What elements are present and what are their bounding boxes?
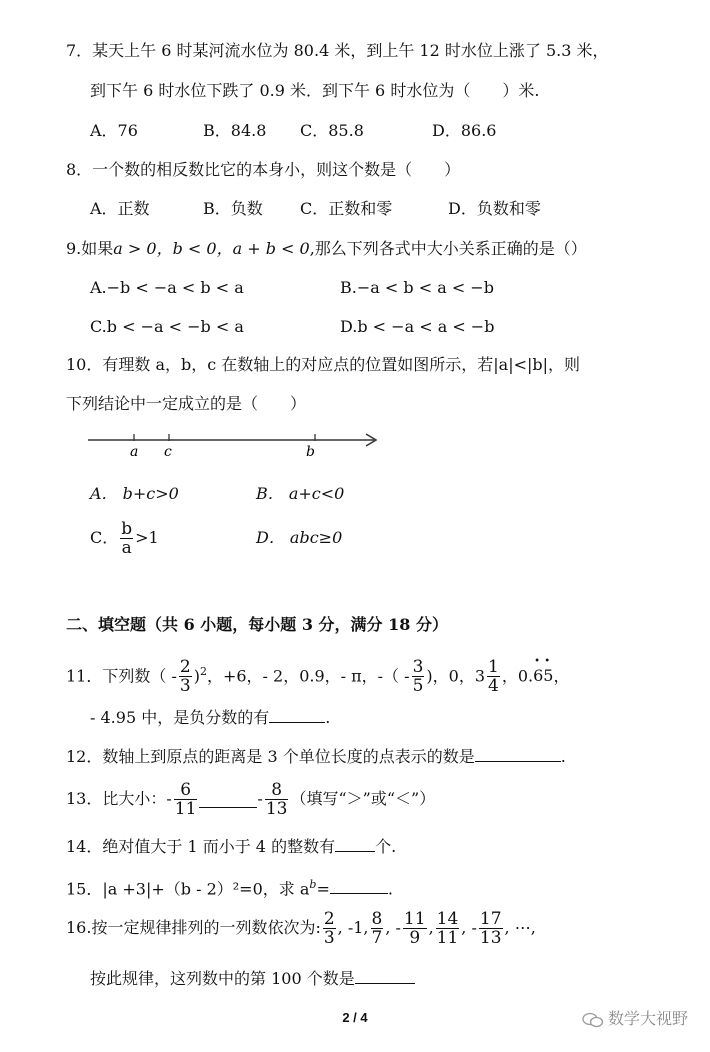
q12-end: . (560, 747, 566, 766)
q16-line2-text: 按此规律，这列数中的第 100 个数是 (90, 969, 355, 988)
fraction-numerator: 6 (180, 780, 192, 800)
q10-option-c-prefix: C． (90, 528, 119, 547)
q11-middle-3: ，0. (501, 666, 534, 686)
q11-fraction-3 (487, 658, 500, 695)
q16-prefix: 16.按一定规律排列的一列数依次为: (66, 918, 321, 937)
q9-stem-prefix: 9.如果 (66, 239, 114, 258)
fraction-numerator: 2 (323, 909, 335, 929)
q7-option-b: B．84.8 (203, 121, 267, 140)
q16-sep-3: , (428, 918, 434, 937)
q14-text: 14．绝对值大于 1 而小于 4 的整数有 (66, 837, 336, 856)
q10-option-a: A． b+c>0 (90, 484, 179, 503)
q11-repeating-digit-2: • 5 (543, 656, 553, 696)
q10-line1: 10．有理数 a，b，c 在数轴上的对应点的位置如图所示，若|a|<|b|，则 (66, 355, 581, 374)
answer-blank (355, 967, 415, 984)
q16-sep-4: , - (461, 918, 477, 937)
answer-blank (269, 706, 325, 723)
q16-fraction-1 (323, 910, 336, 947)
q9-stem-suffix: ,那么下列各式中大小关系正确的是（） (309, 239, 587, 258)
q7-option-a: A．76 (90, 121, 138, 140)
q16-fraction-4 (436, 910, 460, 947)
q15-exponent: b (309, 878, 317, 891)
q16-sep-5: , ⋯, (504, 918, 536, 937)
q11-paren: ) (193, 666, 200, 686)
q13-prefix: 13．比大小：- (66, 789, 172, 808)
q12-text: 12．数轴上到原点的距离是 3 个单位长度的点表示的数是 (66, 747, 475, 766)
fraction-denominator: 13 (265, 799, 288, 819)
watermark (582, 1006, 688, 1029)
fraction-denominator: 11 (436, 928, 459, 948)
fraction-numerator: 8 (371, 909, 383, 929)
q13-fraction-2 (265, 781, 289, 818)
answer-blank (330, 877, 388, 894)
q11-line2-text: - 4.95 中，是负分数的有 (90, 708, 270, 727)
q11-fraction-1 (179, 658, 192, 695)
q7-line2: 到下午 6 时水位下跌了 0.9 米．到下午 6 时水位为（ ）米. (90, 81, 540, 100)
q16-sep-2: , - (385, 918, 401, 937)
q16-line1 (66, 906, 536, 950)
q8-option-c: C．正数和零 (300, 199, 393, 218)
q7-line1: 7．某天上午 6 时某河流水位为 80.4 米，到上午 12 时水位上涨了 5.3 米， (66, 41, 609, 60)
answer-blank (335, 835, 375, 852)
q11-fraction-2 (412, 658, 425, 695)
page-number: 2 / 4 (342, 1010, 368, 1025)
q10-option-c-suffix: >1 (135, 528, 159, 547)
fraction-numerator: 1 (488, 657, 499, 678)
fraction-denominator: 3 (179, 676, 191, 697)
q8-stem: 8．一个数的相反数比它的本身小，则这个数是（ ） (66, 160, 461, 179)
q15 (66, 874, 393, 900)
q7-option-c: C．85.8 (300, 121, 364, 140)
q9-option-a: A.−b < −a < b < a (90, 278, 244, 297)
axis-label-a: a (130, 444, 139, 460)
q13 (66, 777, 435, 821)
axis-label-c: c (164, 444, 172, 460)
q10-option-d: D． abc≥0 (256, 528, 343, 547)
q16-line2 (90, 967, 415, 990)
q9-condition: a > 0，b < 0，a + b < 0 (113, 239, 310, 258)
q13-fraction-1 (174, 781, 198, 818)
answer-blank (199, 791, 257, 808)
q10-option-c (90, 518, 159, 558)
fraction-numerator: 8 (271, 780, 283, 800)
q9-stem (66, 238, 587, 260)
q11-middle-2: )，0，3 (426, 666, 485, 686)
fraction-denominator: 9 (403, 928, 427, 947)
q16-fraction-3 (403, 910, 427, 947)
q15-text: 15．|a +3|+（b - 2）²=0，求 a (66, 879, 310, 899)
q11-exponent: 2 (199, 665, 207, 678)
fraction-numerator: b (121, 519, 133, 539)
q10-option-c-fraction (120, 520, 133, 557)
fraction-numerator: 14 (436, 909, 459, 929)
q11-line2-end: . (325, 708, 331, 727)
axis-label-b: b (306, 444, 315, 460)
q9-option-c: C.b < −a < −b < a (90, 317, 244, 336)
q16-fraction-5 (479, 910, 503, 947)
q8-option-a: A．正数 (90, 199, 150, 218)
watermark-text: 数学大视野 (607, 1009, 688, 1028)
fraction-denominator: 4 (488, 676, 499, 697)
q14 (66, 835, 396, 858)
number-line-figure (86, 428, 386, 462)
q11-line2 (90, 706, 330, 729)
fraction-numerator: 11 (403, 909, 426, 929)
q13-suffix: （填写“＞”或“＜”） (290, 789, 436, 808)
q13-minus: - (257, 789, 263, 808)
fraction-denominator: 7 (371, 928, 383, 948)
q10-line2: 下列结论中一定成立的是（ ） (66, 394, 307, 413)
q10-option-b: B． a+c<0 (256, 484, 345, 503)
q8-option-b: B．负数 (203, 199, 263, 218)
answer-blank (475, 745, 561, 762)
q8-option-d: D．负数和零 (448, 199, 541, 218)
q14-end: 个. (375, 837, 397, 856)
q15-equals: = (316, 879, 330, 899)
q11-tail: ， (553, 666, 570, 686)
fraction-numerator: 2 (179, 657, 191, 678)
fraction-denominator: a (121, 538, 132, 558)
wechat-icon (582, 1012, 604, 1028)
q7-option-d: D．86.6 (432, 121, 497, 140)
q9-option-b: B.−a < b < a < −b (340, 278, 494, 297)
q11-prefix: 11．下列数（ - (66, 666, 177, 686)
fraction-denominator: 13 (479, 928, 502, 948)
fraction-numerator: 3 (412, 657, 424, 678)
q12 (66, 745, 566, 768)
section-heading: 二、填空题（共 6 小题，每小题 3 分，满分 18 分） (66, 615, 448, 634)
q16-fraction-2 (371, 910, 384, 947)
fraction-denominator: 5 (412, 676, 424, 697)
q11-repeating-digit-1: • 6 (533, 656, 543, 696)
q9-option-d: D.b < −a < a < −b (340, 317, 495, 336)
q11-middle: ，+6，- 2，0.9，- π，-（ - (206, 666, 410, 686)
q11-line1 (66, 652, 570, 696)
q16-sep-1: , -1, (337, 918, 369, 937)
fraction-denominator: 3 (323, 928, 335, 948)
fraction-denominator: 11 (174, 799, 197, 819)
fraction-numerator: 17 (479, 909, 502, 929)
q15-end: . (387, 879, 393, 899)
